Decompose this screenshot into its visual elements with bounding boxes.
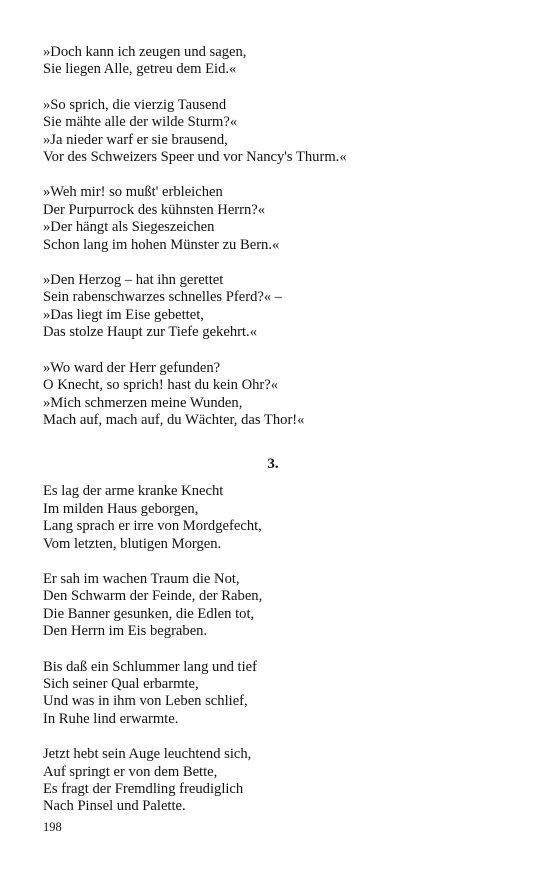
verse-line: Sich seiner Qual erbarmte, [43,675,199,692]
verse-line: Lang sprach er irre von Mordgefecht, [43,518,262,535]
verse-line: »Doch kann ich zeugen und sagen, [43,44,247,60]
stanza [43,44,503,79]
stanza [43,571,503,641]
verse-line: Vor des Schweizers Speer und vor Nancy's Thurm.« [43,149,347,166]
stanza [43,184,503,254]
stanza [43,746,503,816]
stanza [43,360,503,430]
verse-line: Schon lang im hohen Münster zu Bern.« [43,236,280,253]
page-number: 198 [43,820,62,834]
verse-line: »Weh mir! so mußt' erbleichen [43,184,223,201]
verse-line: »Der hängt als Siegeszeichen [43,219,215,236]
poem-text [43,44,503,834]
stanza [43,659,503,729]
verse-line: Der Purpurrock des kühnsten Herrn?« [43,201,266,218]
verse-line: Den Herrn im Eis begraben. [43,623,208,640]
verse-line: »Das liegt im Eise gebettet, [43,306,204,323]
verse-line: Sie mähte alle der wilde Sturm?« [43,114,238,131]
verse-line: »Den Herzog – hat ihn gerettet [43,272,224,289]
verse-line: Auf springt er von dem Bette, [43,763,218,780]
verse-line: Im milden Haus geborgen, [43,500,199,517]
stanza [43,483,503,553]
verse-line: Bis daß ein Schlummer lang und tief [43,658,258,675]
verse-line: Es fragt der Fremdling freudiglich [43,781,244,797]
verse-line: O Knecht, so sprich! hast du kein Ohr?« [43,377,279,394]
verse-line: Die Banner gesunken, die Edlen tot, [43,605,255,622]
verse-line: Jetzt hebt sein Auge leuchtend sich, [43,746,252,763]
verse-line: Er sah im wachen Traum die Not, [43,570,240,587]
verse-line: Und was in ihm von Leben schlief, [43,693,248,710]
section-number: 3. [267,456,279,473]
verse-line: Vom letzten, blutigen Morgen. [43,535,222,552]
verse-line: Sie liegen Alle, getreu dem Eid.« [43,61,237,78]
verse-line: Nach Pinsel und Palette. [43,798,186,815]
verse-line: Das stolze Haupt zur Tiefe gekehrt.« [43,324,257,341]
verse-line: In Ruhe lind erwarmte. [43,710,179,727]
verse-line: Sein rabenschwarzes schnelles Pferd?« – [43,289,283,306]
verse-line: »Wo ward der Herr gefunden? [43,359,221,376]
verse-line: Mach auf, mach auf, du Wächter, das Thor!« [43,411,305,428]
stanza [43,97,503,167]
verse-line: Den Schwarm der Feinde, der Raben, [43,588,263,605]
verse-line: »Ja nieder warf er sie brausend, [43,131,228,148]
verse-line: Es lag der arme kranke Knecht [43,483,224,500]
stanza [43,272,503,342]
verse-line: »Mich schmerzen meine Wunden, [43,394,243,411]
verse-line: »So sprich, die vierzig Tausend [43,96,227,113]
